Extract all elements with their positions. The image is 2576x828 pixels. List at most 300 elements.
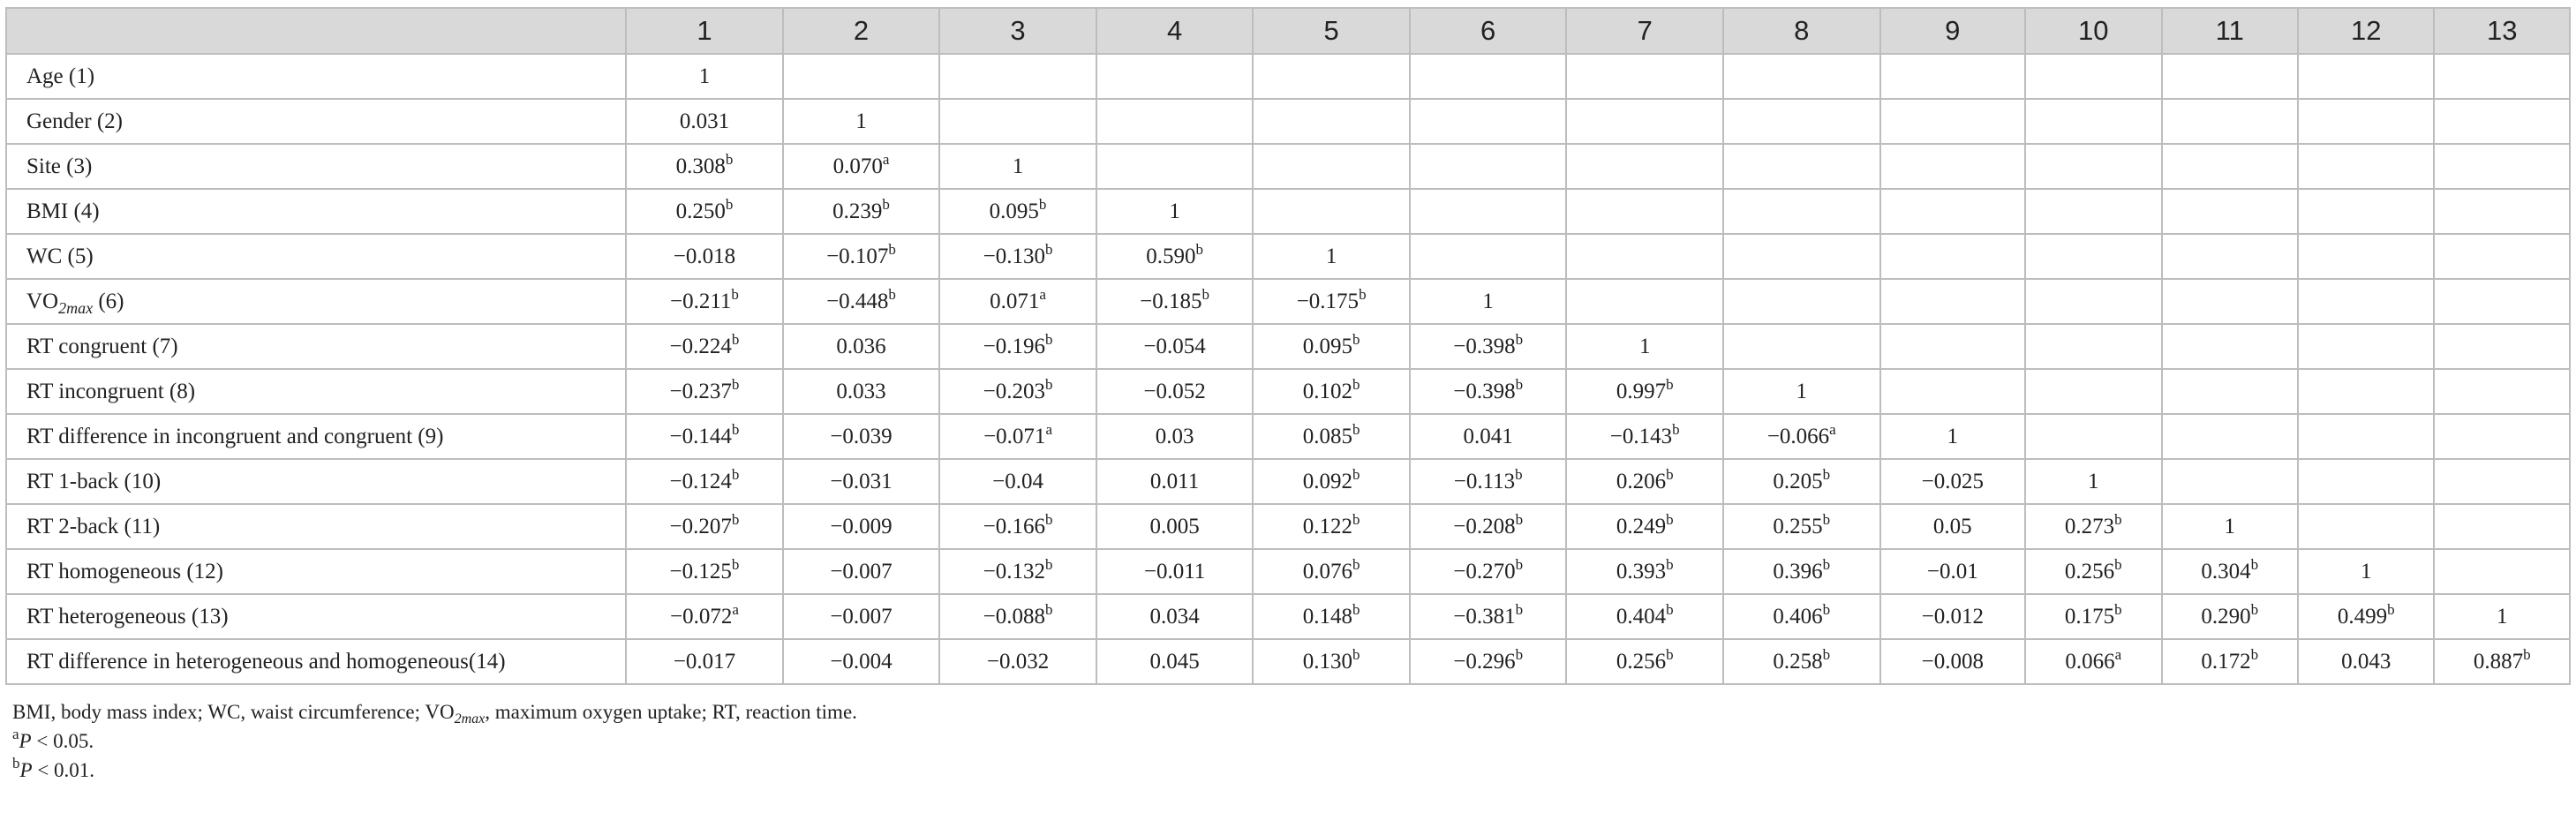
cell-value: 0.095 — [1302, 334, 1352, 358]
correlation-cell — [1253, 144, 1410, 189]
cell-value: 0.031 — [679, 109, 730, 133]
row-label-text: RT congruent (7) — [26, 334, 178, 358]
significance-mark: b — [1822, 555, 1831, 573]
table-row — [6, 504, 2570, 549]
row-label — [6, 279, 626, 324]
correlation-cell — [2298, 189, 2434, 234]
cell-value: −0.009 — [830, 514, 893, 538]
column-header-12: 12 — [2298, 8, 2434, 54]
correlation-cell — [939, 324, 1096, 369]
correlation-cell — [626, 189, 783, 234]
footnote-a-p: P — [19, 730, 32, 752]
correlation-cell — [1253, 54, 1410, 99]
correlation-cell — [1410, 549, 1567, 594]
significance-mark: b — [1666, 375, 1674, 393]
correlation-cell — [1566, 459, 1723, 504]
row-label — [6, 459, 626, 504]
cell-value: −0.125 — [669, 559, 732, 583]
correlation-cell — [1410, 54, 1567, 99]
correlation-cell — [1253, 504, 1410, 549]
correlation-cell — [2162, 189, 2298, 234]
row-label-text: WC (5) — [26, 244, 94, 268]
correlation-cell — [2434, 459, 2570, 504]
cell-value: −0.130 — [983, 244, 1045, 268]
correlation-cell — [2025, 189, 2161, 234]
correlation-cell — [783, 144, 940, 189]
cell-value: 0.290 — [2201, 604, 2251, 629]
cell-value: −0.025 — [1921, 469, 1984, 493]
significance-mark: b — [1822, 600, 1831, 618]
significance-mark: b — [1822, 510, 1831, 528]
cell-value: 0.043 — [2341, 649, 2391, 674]
correlation-cell — [1880, 639, 2026, 684]
abbreviation-note — [12, 697, 2571, 726]
cell-value: 0.590 — [1146, 244, 1196, 268]
cell-value: −0.071 — [983, 424, 1046, 448]
correlation-cell — [626, 504, 783, 549]
significance-mark: a — [1045, 420, 1052, 438]
correlation-cell — [2025, 234, 2161, 279]
footnote-a-text: < 0.05. — [31, 730, 94, 752]
correlation-cell — [1096, 549, 1254, 594]
correlation-cell — [2298, 99, 2434, 144]
correlation-cell — [2025, 279, 2161, 324]
correlation-cell — [1723, 414, 1880, 459]
cell-value: −0.01 — [1926, 559, 1978, 583]
correlation-cell — [1410, 504, 1567, 549]
table-row — [6, 234, 2570, 279]
correlation-cell — [1096, 504, 1254, 549]
row-label — [6, 234, 626, 279]
cell-value: 0.499 — [2337, 604, 2388, 629]
cell-value: 0.095 — [989, 199, 1039, 223]
significance-mark: b — [1044, 600, 1053, 618]
correlation-cell — [2162, 54, 2298, 99]
table-row — [6, 594, 2570, 639]
significance-mark: b — [1822, 465, 1831, 483]
correlation-cell — [1880, 234, 2026, 279]
correlation-cell — [1253, 369, 1410, 414]
correlation-cell — [1880, 54, 2026, 99]
correlation-cell — [1566, 414, 1723, 459]
correlation-cell — [783, 639, 940, 684]
correlation-table — [5, 7, 2571, 685]
correlation-cell — [939, 144, 1096, 189]
correlation-cell — [783, 594, 940, 639]
cell-value: 0.887 — [2473, 649, 2524, 674]
correlation-cell — [626, 594, 783, 639]
correlation-cell — [2298, 324, 2434, 369]
correlation-cell — [783, 459, 940, 504]
correlation-cell — [939, 504, 1096, 549]
significance-mark: a — [1829, 420, 1836, 438]
row-label — [6, 189, 626, 234]
correlation-cell — [1253, 414, 1410, 459]
cell-value: 0.255 — [1773, 514, 1823, 538]
cell-value: −0.381 — [1453, 604, 1516, 629]
cell-value: 1 — [2360, 559, 2372, 583]
cell-value: 0.076 — [1302, 559, 1352, 583]
correlation-cell — [2025, 459, 2161, 504]
correlation-cell — [1410, 459, 1567, 504]
correlation-cell — [2298, 639, 2434, 684]
correlation-cell — [1566, 324, 1723, 369]
correlation-cell — [2162, 99, 2298, 144]
correlation-cell — [2162, 144, 2298, 189]
correlation-cell — [2162, 234, 2298, 279]
cell-value: 0.034 — [1149, 604, 1200, 629]
cell-value: −0.007 — [830, 559, 893, 583]
correlation-cell — [1096, 144, 1254, 189]
significance-mark: b — [1044, 330, 1053, 348]
row-label-text: RT heterogeneous (13) — [26, 604, 229, 629]
cell-value: 1 — [1638, 334, 1651, 358]
correlation-cell — [1566, 99, 1723, 144]
correlation-cell — [1880, 144, 2026, 189]
correlation-cell — [939, 369, 1096, 414]
row-label-text: Gender (2) — [26, 109, 123, 133]
correlation-cell — [2025, 54, 2161, 99]
cell-value: 1 — [1796, 379, 1808, 403]
row-label — [6, 639, 626, 684]
cell-value: 0.249 — [1616, 514, 1667, 538]
cell-value: 0.066 — [2065, 649, 2115, 674]
cell-value: 0.092 — [1302, 469, 1352, 493]
significance-mark: b — [1666, 465, 1674, 483]
significance-mark: b — [1044, 240, 1053, 258]
significance-mark: b — [725, 195, 734, 213]
correlation-cell — [1566, 234, 1723, 279]
correlation-cell — [2162, 324, 2298, 369]
significance-mark: b — [1515, 555, 1524, 573]
significance-mark: b — [1515, 645, 1524, 663]
cell-value: 0.393 — [1616, 559, 1667, 583]
significance-mark: b — [1352, 555, 1360, 573]
correlation-cell — [783, 279, 940, 324]
cell-value: −0.018 — [673, 244, 736, 268]
correlation-cell — [783, 99, 940, 144]
row-label — [6, 369, 626, 414]
correlation-cell — [2298, 414, 2434, 459]
header-row — [6, 8, 2570, 54]
row-label-text: RT 1-back (10) — [26, 469, 162, 493]
correlation-cell — [626, 54, 783, 99]
cell-value: −0.011 — [1143, 559, 1206, 583]
cell-value: −0.007 — [830, 604, 893, 629]
correlation-cell — [1410, 99, 1567, 144]
correlation-cell — [939, 549, 1096, 594]
row-label — [6, 144, 626, 189]
cell-value: −0.296 — [1453, 649, 1516, 674]
correlation-cell — [939, 414, 1096, 459]
significance-mark: b — [1352, 330, 1360, 348]
correlation-cell — [1723, 144, 1880, 189]
significance-mark: b — [1666, 600, 1674, 618]
significance-mark: b — [2523, 645, 2531, 663]
column-header-10: 10 — [2025, 8, 2161, 54]
significance-mark: b — [1352, 375, 1360, 393]
correlation-cell — [783, 54, 940, 99]
table-row — [6, 639, 2570, 684]
significance-mark: b — [1672, 420, 1680, 438]
correlation-cell — [2434, 234, 2570, 279]
row-label-text: RT difference in heterogeneous and homogeneous(14) — [26, 649, 506, 674]
cell-value: 0.036 — [836, 334, 886, 358]
table-row — [6, 369, 2570, 414]
correlation-cell — [1096, 324, 1254, 369]
correlation-cell — [1096, 54, 1254, 99]
correlation-cell — [626, 459, 783, 504]
significance-mark: b — [1515, 465, 1523, 483]
row-label — [6, 594, 626, 639]
cell-value: 0.005 — [1149, 514, 1200, 538]
cell-value: −0.031 — [830, 469, 893, 493]
cell-value: −0.054 — [1143, 334, 1206, 358]
correlation-cell — [2025, 324, 2161, 369]
correlation-cell — [1096, 369, 1254, 414]
correlation-cell — [2025, 369, 2161, 414]
correlation-cell — [2434, 189, 2570, 234]
correlation-cell — [2162, 279, 2298, 324]
significance-mark: b — [1195, 240, 1203, 258]
correlation-cell — [939, 639, 1096, 684]
cell-value: 1 — [2088, 469, 2099, 493]
correlation-cell — [939, 99, 1096, 144]
correlation-cell — [1253, 549, 1410, 594]
correlation-cell — [2298, 369, 2434, 414]
cell-value: 0.071 — [990, 289, 1040, 313]
cell-value: 1 — [855, 109, 867, 133]
correlation-cell — [939, 459, 1096, 504]
correlation-cell — [1723, 189, 1880, 234]
cell-value: 0.102 — [1302, 379, 1352, 403]
correlation-cell — [1253, 279, 1410, 324]
correlation-cell — [1410, 369, 1567, 414]
cell-value: −0.270 — [1453, 559, 1516, 583]
row-label-text: BMI (4) — [26, 199, 100, 223]
correlation-cell — [2298, 504, 2434, 549]
significance-mark: b — [1666, 645, 1674, 663]
correlation-cell — [2025, 504, 2161, 549]
correlation-cell — [2298, 279, 2434, 324]
abbrev-text-2: , maximum oxygen uptake; RT, reaction time. — [485, 701, 857, 723]
significance-mark: b — [731, 420, 740, 438]
significance-mark: a — [2114, 645, 2122, 663]
correlation-cell — [1880, 549, 2026, 594]
cell-value: −0.012 — [1921, 604, 1984, 629]
significance-mark: b — [731, 375, 740, 393]
significance-mark: b — [731, 510, 740, 528]
cell-value: 1 — [1012, 154, 1024, 178]
row-label — [6, 324, 626, 369]
correlation-cell — [2298, 54, 2434, 99]
correlation-cell — [2434, 504, 2570, 549]
correlation-cell — [1253, 234, 1410, 279]
table-row — [6, 54, 2570, 99]
footnote-b — [12, 756, 2571, 785]
correlation-cell — [2025, 594, 2161, 639]
correlation-cell — [939, 189, 1096, 234]
correlation-cell — [2162, 639, 2298, 684]
header-corner-cell — [6, 8, 626, 54]
cell-value: −0.088 — [983, 604, 1045, 629]
cell-value: 1 — [1482, 289, 1494, 313]
cell-value: −0.124 — [669, 469, 732, 493]
footnote-a — [12, 726, 2571, 756]
correlation-cell — [1410, 324, 1567, 369]
cell-value: 0.304 — [2201, 559, 2251, 583]
cell-value: −0.185 — [1140, 289, 1202, 313]
column-header-4: 4 — [1096, 8, 1254, 54]
correlation-cell — [939, 279, 1096, 324]
correlation-cell — [783, 189, 940, 234]
correlation-cell — [1723, 234, 1880, 279]
correlation-cell — [2434, 369, 2570, 414]
column-header-8: 8 — [1723, 8, 1880, 54]
correlation-cell — [1566, 504, 1723, 549]
abbrev-text-1: BMI, body mass index; WC, waist circumference; VO — [12, 701, 455, 723]
cell-value: 1 — [1947, 424, 1959, 448]
correlation-cell — [1096, 414, 1254, 459]
correlation-cell — [626, 144, 783, 189]
correlation-cell — [1096, 459, 1254, 504]
correlation-cell — [1566, 639, 1723, 684]
cell-value: −0.398 — [1453, 334, 1516, 358]
correlation-cell — [1723, 369, 1880, 414]
correlation-cell — [626, 234, 783, 279]
correlation-cell — [1880, 279, 2026, 324]
significance-mark: b — [2114, 510, 2122, 528]
correlation-cell — [1723, 549, 1880, 594]
correlation-cell — [939, 234, 1096, 279]
correlation-cell — [1723, 54, 1880, 99]
cell-value: 0.258 — [1773, 649, 1823, 674]
significance-mark: b — [1201, 285, 1210, 303]
correlation-cell — [939, 594, 1096, 639]
correlation-cell — [783, 369, 940, 414]
cell-value: −0.175 — [1296, 289, 1360, 313]
cell-value: −0.207 — [669, 514, 732, 538]
cell-value: −0.448 — [826, 289, 889, 313]
cell-value: −0.132 — [983, 559, 1045, 583]
correlation-cell — [1096, 639, 1254, 684]
table-row — [6, 459, 2570, 504]
table-row — [6, 414, 2570, 459]
correlation-cell — [2025, 639, 2161, 684]
correlation-cell — [1410, 639, 1567, 684]
correlation-cell — [1096, 99, 1254, 144]
row-label-text: RT incongruent (8) — [26, 379, 196, 403]
row-label — [6, 414, 626, 459]
significance-mark: b — [1822, 645, 1831, 663]
correlation-cell — [2434, 54, 2570, 99]
significance-mark: b — [1044, 510, 1053, 528]
correlation-cell — [626, 549, 783, 594]
correlation-cell — [2162, 549, 2298, 594]
cell-value: −0.113 — [1453, 469, 1516, 493]
cell-value: −0.211 — [669, 289, 732, 313]
correlation-cell — [1096, 234, 1254, 279]
cell-value: −0.052 — [1143, 379, 1206, 403]
correlation-cell — [2434, 549, 2570, 594]
cell-value: 0.273 — [2064, 514, 2115, 538]
cell-value: 0.03 — [1155, 424, 1194, 448]
correlation-cell — [783, 414, 940, 459]
correlation-cell — [626, 369, 783, 414]
footnote-b-p: P — [19, 759, 33, 781]
cell-value: 0.122 — [1302, 514, 1352, 538]
cell-value: 0.205 — [1773, 469, 1823, 493]
row-label-text: Site (3) — [26, 154, 93, 178]
correlation-cell — [783, 234, 940, 279]
cell-value: 1 — [2224, 514, 2235, 538]
significance-mark: b — [1515, 330, 1524, 348]
correlation-cell — [1880, 189, 2026, 234]
cell-value: 0.041 — [1463, 424, 1513, 448]
significance-mark: b — [882, 195, 890, 213]
cell-value: −0.017 — [673, 649, 736, 674]
correlation-cell — [626, 279, 783, 324]
correlation-cell — [2434, 144, 2570, 189]
cell-value: 0.172 — [2201, 649, 2251, 674]
correlation-cell — [1723, 639, 1880, 684]
cell-value: 0.070 — [832, 154, 883, 178]
correlation-cell — [1723, 324, 1880, 369]
correlation-cell — [2298, 144, 2434, 189]
column-header-5: 5 — [1253, 8, 1410, 54]
cell-value: 1 — [698, 64, 711, 88]
significance-mark: b — [1515, 375, 1524, 393]
correlation-cell — [783, 549, 940, 594]
correlation-cell — [2298, 234, 2434, 279]
significance-mark: b — [888, 285, 896, 303]
cell-value: 1 — [1325, 244, 1337, 268]
correlation-cell — [1410, 279, 1567, 324]
correlation-cell — [2162, 369, 2298, 414]
correlation-cell — [1410, 144, 1567, 189]
significance-mark: b — [2114, 555, 2122, 573]
correlation-cell — [2025, 99, 2161, 144]
correlation-cell — [2025, 144, 2161, 189]
column-header-11: 11 — [2162, 8, 2298, 54]
correlation-cell — [1880, 459, 2026, 504]
significance-mark: b — [731, 555, 740, 573]
correlation-cell — [1723, 504, 1880, 549]
significance-mark: b — [2114, 600, 2122, 618]
cell-value: 0.997 — [1616, 379, 1667, 403]
correlation-cell — [1566, 369, 1723, 414]
footnote-b-mark: b — [12, 755, 20, 772]
table-footnotes — [12, 697, 2571, 785]
significance-mark: b — [731, 330, 740, 348]
cell-value: −0.224 — [669, 334, 732, 358]
significance-mark: b — [1352, 510, 1360, 528]
significance-mark: b — [2250, 600, 2259, 618]
column-header-3: 3 — [939, 8, 1096, 54]
significance-mark: b — [2250, 555, 2259, 573]
significance-mark: b — [1352, 465, 1360, 483]
significance-mark: b — [1038, 195, 1047, 213]
correlation-cell — [1253, 639, 1410, 684]
cell-value: −0.143 — [1609, 424, 1673, 448]
correlation-cell — [1723, 594, 1880, 639]
correlation-cell — [1253, 594, 1410, 639]
cell-value: 0.148 — [1302, 604, 1352, 629]
significance-mark: b — [725, 150, 734, 168]
row-label-text: VO — [26, 289, 59, 313]
cell-value: 0.130 — [1302, 649, 1352, 674]
footnote-a-mark: a — [12, 726, 19, 742]
